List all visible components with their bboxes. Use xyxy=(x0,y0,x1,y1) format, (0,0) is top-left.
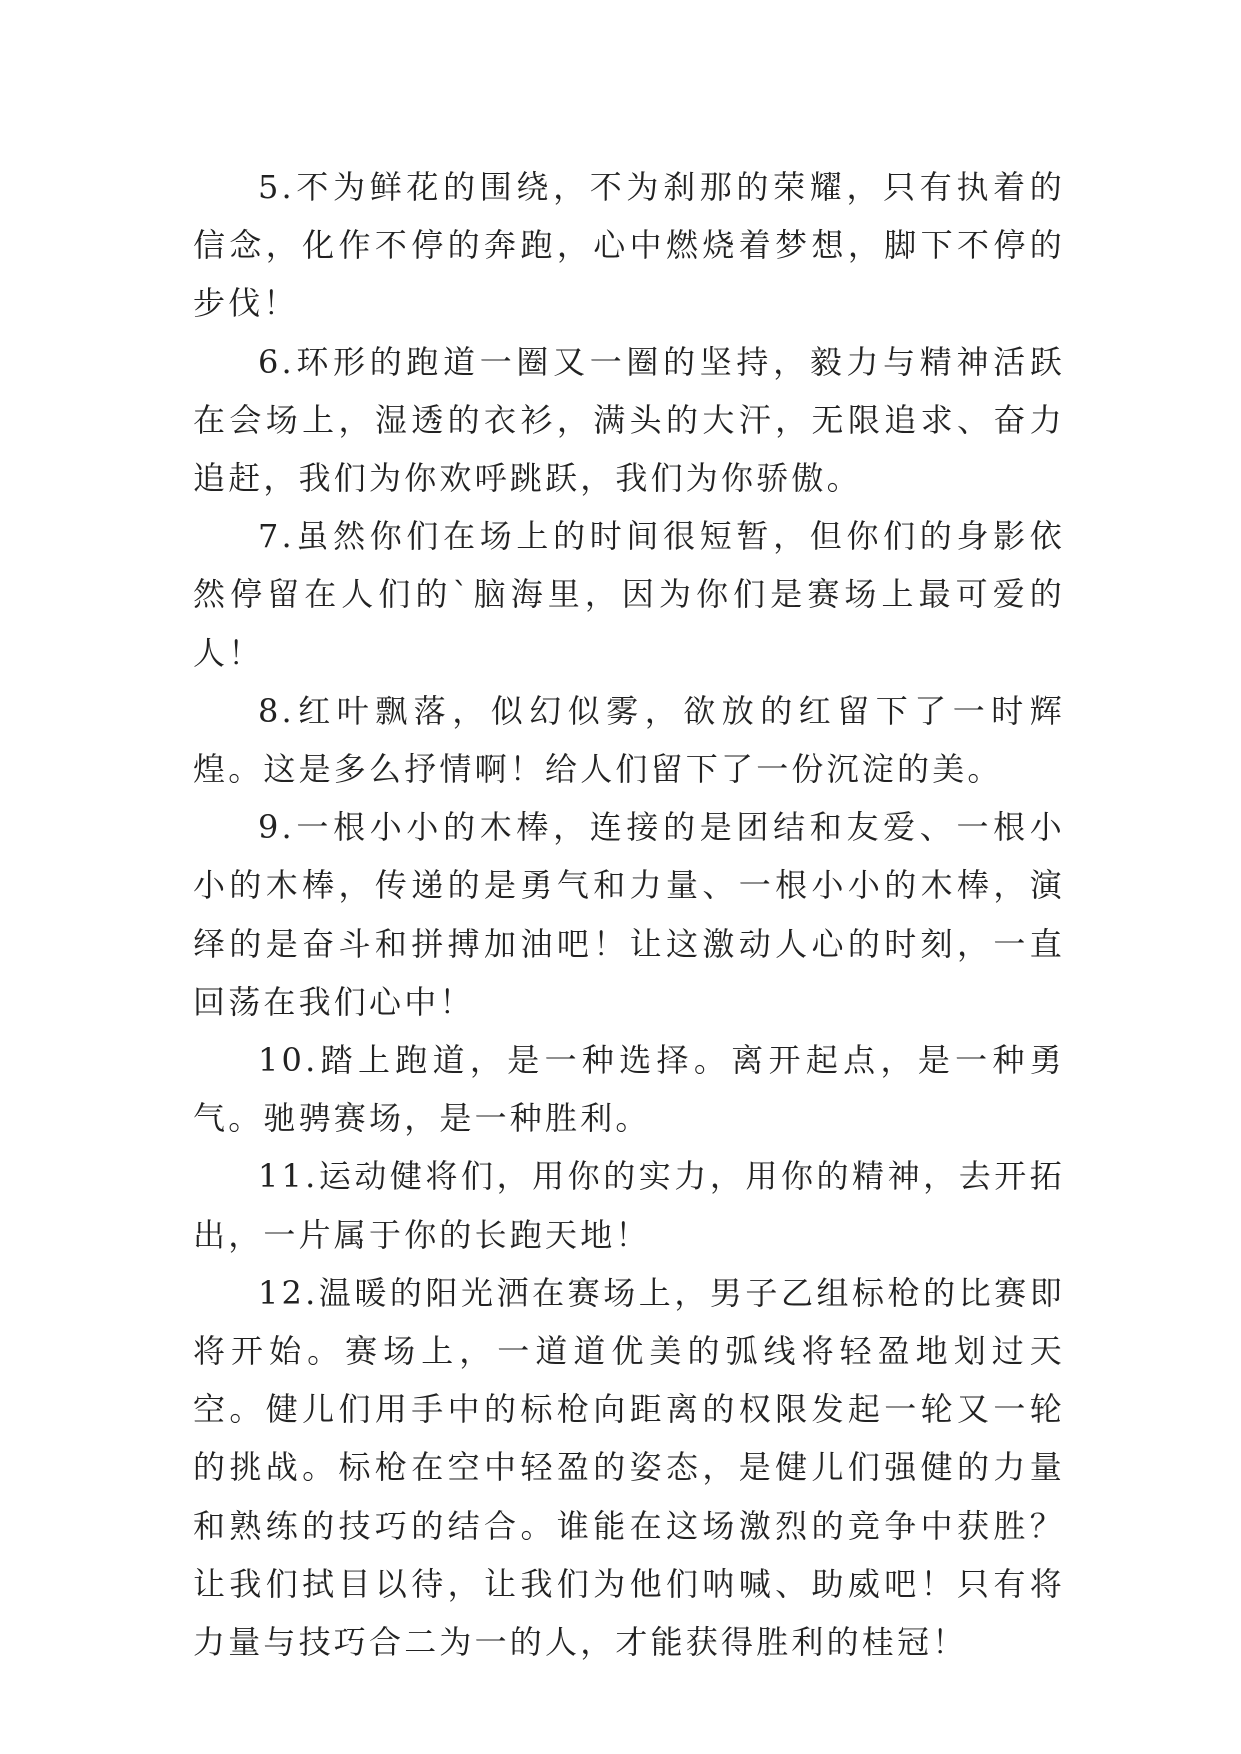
document-body xyxy=(193,158,1065,1671)
paragraph-11: 11.运动健将们，用你的实力，用你的精神，去开拓出，一片属于你的长跑天地！ xyxy=(193,1157,1065,1254)
paragraph-9: 9.一根小小的木棒，连接的是团结和友爱、一根小小的木棒，传递的是勇气和力量、一根小小的木棒，演绎的是奋斗和拼搏加油吧！让这激动人心的时刻，一直回荡在我们心中！ xyxy=(193,808,1065,1021)
paragraph-7: 7.虽然你们在场上的时间很短暂，但你们的身影依然停留在人们的`脑海里，因为你们是赛场上最可爱的人！ xyxy=(193,517,1065,672)
paragraph-10: 10.踏上跑道，是一种选择。离开起点，是一种勇气。驰骋赛场，是一种胜利。 xyxy=(193,1041,1065,1138)
paragraph-5: 5.不为鲜花的围绕，不为刹那的荣耀，只有执着的信念，化作不停的奔跑，心中燃烧着梦想，脚下不停的步伐！ xyxy=(193,168,1065,323)
paragraph-8: 8.红叶飘落，似幻似雾，欲放的红留下了一时辉煌。这是多么抒情啊！给人们留下了一份沉淀的美。 xyxy=(193,691,1065,789)
paragraph-12: 12.温暖的阳光洒在赛场上，男子乙组标枪的比赛即将开始。赛场上，一道道优美的弧线将轻盈地划过天空。健儿们用手中的标枪向距离的权限发起一轮又一轮的挑战。标枪在空中轻盈的姿态，是健儿们强健的力量和熟练的技巧的结合。谁能在这场激烈的竞争中获胜？让我们拭目以待，让我们为他们呐喊、助威吧！只有将力量与技巧合二为一的人，才能获得胜利的桂冠！ xyxy=(193,1273,1065,1662)
paragraph-6: 6.环形的跑道一圈又一圈的坚持，毅力与精神活跃在会场上，湿透的衣衫，满头的大汗，无限追求、奋力追赶，我们为你欢呼跳跃，我们为你骄傲。 xyxy=(193,342,1065,498)
